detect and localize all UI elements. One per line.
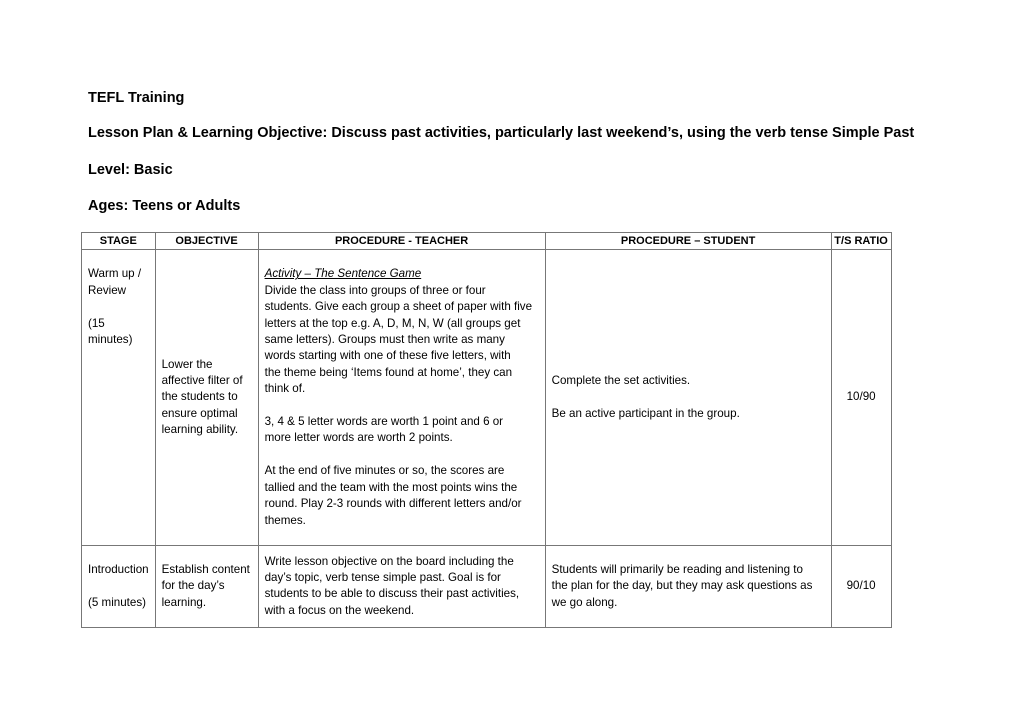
document-title: TEFL Training [88,90,185,106]
level: Level: Basic [88,162,173,178]
header-ts-ratio: T/S RATIO [831,233,891,250]
ratio-cell: 90/10 [831,545,891,627]
ratio-cell: 10/90 [831,250,891,546]
stage-cell: Introduction (5 minutes) [82,545,156,627]
lesson-plan-table [81,232,892,628]
activity-title: Activity – The Sentence Game [264,267,422,281]
table-row [82,545,892,627]
header-objective: OBJECTIVE [155,233,258,250]
teacher-procedure-cell [258,250,545,546]
ages: Ages: Teens or Adults [88,198,241,214]
header-procedure-teacher: PROCEDURE - TEACHER [258,233,545,250]
stage-cell: Warm up / Review (15 minutes) [82,250,156,546]
header-stage: STAGE [82,233,156,250]
lesson-plan-objective: Lesson Plan & Learning Objective: Discuss past activities, particularly last weekend’s, using the verb tense Simple Past [88,125,915,141]
table-row [82,250,892,546]
header-procedure-student: PROCEDURE – STUDENT [545,233,831,250]
student-procedure-cell: Complete the set activities. Be an active participant in the group. [545,250,831,546]
table-header-row [82,233,892,250]
teacher-procedure-cell: Write lesson objective on the board including the day’s topic, verb tense simple past. Goal is for students to be able to discuss their past activities, with a focus on the weekend. [258,545,545,627]
objective-cell: Establish content for the day’s learning. [155,545,258,627]
teacher-procedure-text: Divide the class into groups of three or four students. Give each group a sheet of paper with five letters at the top e.g. A, D, M, N, W (all groups get same letters). Groups must then write as many words starting with one of these five letters, with the theme being ‘Items found at home’, they can think of. 3, 4 & 5 letter words are worth 1 point and 6 or more letter words are worth 2 points. At the end of five minutes or so, the scores are tallied and the team with the most points wins the round. Play 2-3 rounds with different letters and/or themes. [264,283,533,527]
student-procedure-cell: Students will primarily be reading and listening to the plan for the day, but they may ask questions as we go along. [545,545,831,627]
objective-cell: Lower the affective filter of the students to ensure optimal learning ability. [155,250,258,546]
